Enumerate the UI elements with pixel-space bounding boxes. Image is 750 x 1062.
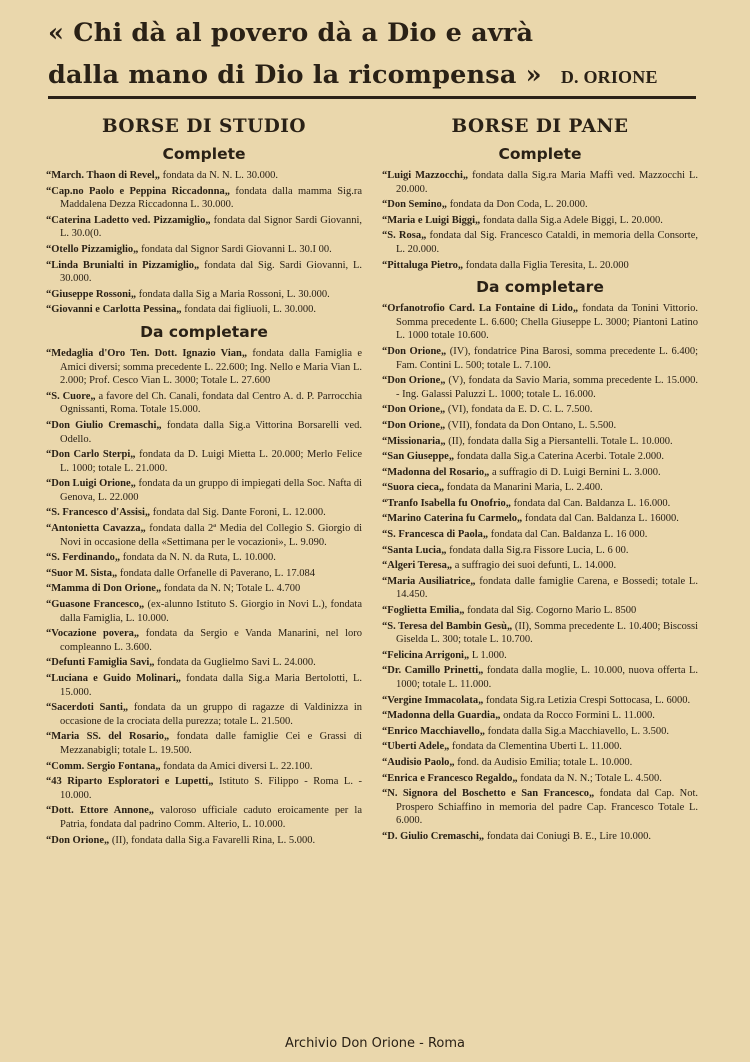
list-item [46, 347, 362, 388]
list-item [46, 804, 362, 831]
entry-name: “Madonna della Guardia„ [382, 710, 501, 722]
entry-name: “Don Orione„ [382, 375, 446, 387]
list-item [46, 243, 362, 257]
entry-text: fondata dalla Figlia Teresita, L. 20.000 [463, 259, 629, 271]
list-item [46, 506, 362, 520]
list-item [382, 772, 698, 786]
list-item [382, 512, 698, 526]
entry-text: fondata dalle Orfanelle di Paverano, L. 17.084 [117, 567, 315, 579]
entry-name: “Don Orione„ [46, 834, 110, 846]
entry-name: “Dr. Camillo Prinetti„ [382, 665, 484, 677]
subheading-todo-pane: Da completare [476, 278, 604, 297]
list-item [382, 302, 698, 343]
entry-name: “Don Luigi Orione„ [46, 478, 136, 490]
entry-text: (II), fondata dalla Sig a Piersantelli. Totale L. 10.000. [445, 435, 673, 447]
entry-text: fondata dalla Sig.a Caterina Acerbi. Totale 2.000. [454, 451, 664, 463]
entry-text: fondata da Sergio e Vanda Manarini, nel loro compleanno L. 3.600. [60, 628, 362, 653]
entry-text: (IV), fondatrice Pina Barosi, somma precedente L. 6.400; Fam. Contini L. 500; totale L. 7.100. [396, 345, 699, 371]
list-item [382, 620, 698, 647]
list-item [46, 288, 362, 302]
entry-name: “Maria SS. del Rosario„ [46, 731, 170, 743]
entry-name: “S. Cuore„ [46, 390, 96, 402]
entry-name: “Suor M. Sista„ [46, 567, 118, 579]
entry-name: “March. Thaon di Revel„ [46, 170, 160, 181]
entry-name: “Tranfo Isabella fu Onofrio„ [382, 497, 512, 509]
entry-name: “Algeri Teresa„ [382, 560, 453, 572]
entry-text: fondata da Tonini Vittorio. Somma precedente L. 6.600; Chella Giuseppe L. 3000; Piantoni Latino L. 1000 totale 10.600. [396, 303, 698, 342]
entry-name: “Missionaria„ [382, 435, 446, 447]
entry-name: “S. Francesco d'Assisi„ [46, 507, 151, 519]
list-item [46, 760, 362, 774]
entry-name: “Luigi Mazzocchi„ [382, 170, 469, 181]
entry-text: fondata da Amici diversi L. 22.100. [160, 760, 313, 772]
entry-name: “Mamma di Don Orione„ [46, 583, 162, 595]
entry-name: “Felicina Arrigoni„ [382, 649, 470, 661]
entry-text: fondata da Manarini Maria, L. 2.400. [444, 482, 603, 494]
entry-name: “D. Giulio Cremaschi„ [382, 830, 485, 842]
entry-text: fondata da un gruppo di ragazze di Valdinizza in occasione de la crociata della purezza; totale L. 21.500. [60, 702, 362, 727]
list-item [382, 259, 698, 273]
entry-text: fondata dal Can. Baldanza L. 16.000. [511, 497, 671, 509]
list-item [46, 598, 362, 625]
list-item [382, 604, 698, 618]
list-item [382, 830, 698, 844]
subheading-complete-studio: Complete [162, 145, 246, 163]
entry-text: (II), Somma precedente L. 10.400; Biscossi Giselda L. 300; totale L. 10.700. [396, 620, 699, 646]
list-item [382, 169, 698, 196]
entry-text: fondata dal Can. Baldanza L. 16 000. [488, 529, 648, 541]
list-todo-studio [46, 347, 362, 847]
list-item [46, 185, 362, 212]
entry-name: “Vergine Immacolata„ [382, 694, 484, 706]
list-item [382, 403, 698, 417]
entry-name: “N. Signora del Boschetto e San Francesco„ [382, 788, 595, 800]
list-item [382, 198, 698, 212]
entry-text: fondata dal Sig. Dante Foroni, L. 12.000. [150, 507, 326, 519]
list-complete-studio [46, 169, 362, 317]
entry-text: fondata dalla Famiglia e Amici diversi; somma precedente L. 22.600; Ing. Nello e Maria Vian L. 2.000; Prof. Cesco Vian L. 3000; Totale L. 27.600 [60, 347, 362, 387]
list-item [46, 551, 362, 565]
entry-name: “Don Orione„ [382, 419, 446, 431]
list-item [382, 214, 698, 228]
list-item [382, 497, 698, 511]
list-item [46, 627, 362, 654]
entry-name: “Giuseppe Rossoni„ [46, 288, 137, 300]
entry-name: “Uberti Adele„ [382, 741, 450, 753]
entry-name: “Madonna del Rosario„ [382, 466, 490, 478]
subheading-todo-studio: Da completare [140, 322, 268, 341]
entry-name: “Sacerdoti Santi„ [46, 702, 129, 714]
subheading-complete-pane: Complete [498, 145, 582, 163]
list-item [382, 345, 698, 372]
list-item [382, 694, 698, 708]
entry-text: (II), fondata dalla Sig.a Favarelli Rina, L. 5.000. [109, 834, 316, 846]
entry-name: “43 Riparto Esploratori e Lupetti„ [46, 776, 214, 788]
entry-name: “Don Giulio Cremaschi„ [46, 419, 162, 431]
entry-text: (ex-alunno Istituto S. Giorgio in Novi L.), fondata dalla Famiglia, L. 10.000. [60, 599, 363, 624]
list-item [46, 567, 362, 581]
entry-text: fondata da N. N; Totale L. 4.700 [161, 583, 301, 595]
quote-line-1: « Chi dà al povero dà a Dio e avrà [48, 18, 534, 48]
list-item [46, 169, 362, 183]
list-item [382, 466, 698, 480]
entry-text: a suffragio dei suoi defunti, L. 14.000. [452, 560, 617, 572]
entry-text: fondata dai figliuoli, L. 30.000. [181, 304, 317, 316]
entry-text: fondata dalla moglie, L. 10.000, nuova offerta L. 1000; totale L. 11.000. [396, 665, 699, 690]
entry-name: “Antonietta Cavazza„ [46, 523, 146, 535]
entry-name: “Don Semino„ [382, 199, 448, 211]
entry-text: fondata dalla Sig.ra Fissore Lucia, L. 6 00. [446, 544, 629, 556]
entry-name: “Dott. Ettore Annone„ [46, 805, 155, 817]
entry-text: fondata dalla Sig.a Maria Bertolotti, L. 15.000. [60, 673, 362, 698]
entry-text: fondata dal Can. Baldanza L. 16000. [522, 513, 679, 525]
entry-text: fondata dalle famiglie Carena, e Bossedi; totale L. 14.450. [396, 575, 698, 601]
entry-name: “San Giuseppe„ [382, 451, 455, 463]
list-item [46, 775, 362, 802]
list-item [382, 575, 698, 602]
list-item [382, 229, 698, 256]
entry-text: a suffragio di D. Luigi Bernini L. 3.000. [489, 466, 661, 478]
entry-name: “Cap.no Paolo e Peppina Riccadonna„ [46, 185, 230, 197]
entry-name: “S. Rosa„ [382, 230, 427, 242]
list-item [382, 450, 698, 464]
entry-name: “Suora cieca„ [382, 482, 445, 494]
section-title-studio: BORSE DI STUDIO [101, 116, 307, 137]
entry-text: fondata dalla Sig.a Adele Biggi, L. 20.000. [480, 214, 663, 226]
entry-text: fondata da Guglielmo Savi L. 24.000. [154, 657, 316, 669]
entry-name: “Guasone Francesco„ [46, 599, 145, 611]
entry-name: “Don Orione„ [382, 345, 447, 357]
list-item [382, 374, 698, 401]
entry-text: fondata da N. N. L. 30.000. [159, 170, 279, 181]
entry-text: fondata dalla Sig.ra Maria Maffi ved. Mazzocchi L. 20.000. [396, 170, 698, 195]
column-borse-di-pane [382, 112, 698, 846]
entry-text: fondata da Don Coda, L. 20.000. [447, 199, 588, 211]
entry-text: fondata Sig.ra Letizia Crespi Sottocasa, L. 6000. [483, 694, 691, 706]
entry-name: “Giovanni e Carlotta Pessina„ [46, 304, 182, 316]
list-item [46, 448, 362, 475]
entry-text: (V), fondata da Savio Maria, somma precedente L. 15.000. - Ing. Galassi Paluzzi L. 1000; totale L. 16.000. [396, 375, 698, 400]
entry-name: “Audisio Paolo„ [382, 756, 455, 768]
entry-text: L 1.000. [469, 649, 507, 661]
entry-name: “Defunti Famiglia Savi„ [46, 657, 155, 669]
quote-author: D. ORIONE [560, 67, 658, 87]
list-item [46, 303, 362, 317]
entry-name: “S. Ferdinando„ [46, 552, 121, 564]
entry-text: fondata dal Sig. Sardi Giovanni, L. 30.000. [60, 259, 362, 285]
entry-text: valoroso ufficiale caduto eroicamente per la Patria, fondata dal padrino Comm. Alterio, L. 10.000. [60, 805, 362, 830]
entry-text: fondata dalla 2ª Media del Collegio S. Giorgio di Novi in occasione della «Settimana per le vocazioni», L. 9.090. [60, 523, 362, 548]
list-item [382, 787, 698, 828]
entry-text: fondata dalla Sig.a Vittorina Borsarelli ved. Odello. [60, 419, 362, 445]
list-item [46, 656, 362, 670]
list-item [382, 709, 698, 723]
entry-name: “Enrico Macchiavello„ [382, 725, 485, 737]
entry-text: fondata da un gruppo di impiegati della Soc. Nafta di Genova, L. 22.000 [60, 478, 362, 503]
list-item [46, 390, 362, 417]
entry-name: “Otello Pizzamiglio„ [46, 243, 139, 255]
list-item [46, 701, 362, 728]
entry-text: fondata dalla Sig.a Macchiavello, L. 3.500. [484, 725, 669, 737]
list-item [46, 672, 362, 699]
entry-name: “Maria Ausiliatrice„ [382, 575, 476, 587]
list-item [382, 649, 698, 663]
entry-name: “Don Carlo Sterpi„ [46, 449, 136, 461]
entry-name: “S. Teresa del Bambin Gesù„ [382, 620, 513, 632]
entry-text: fondata da N. N.; Totale L. 4.500. [517, 772, 662, 784]
list-item [382, 544, 698, 558]
list-item [46, 730, 362, 757]
list-item [382, 756, 698, 770]
quote-line-2: dalla mano di Dio la ricompensa » [48, 60, 542, 90]
list-item [382, 419, 698, 433]
list-item [46, 477, 362, 504]
entry-name: “Linda Brunialti in Pizzamiglio„ [46, 259, 200, 271]
entry-text: (VI), fondata da E. D. C. L. 7.500. [445, 404, 593, 416]
entry-name: “Caterina Ladetto ved. Pizzamiglio„ [46, 214, 211, 226]
entry-text: fond. da Audisio Emilia; totale L. 10.000. [454, 756, 633, 768]
list-item [382, 481, 698, 495]
entry-text: (VII), fondata da Don Ontano, L. 5.500. [445, 419, 617, 431]
entry-name: “Enrica e Francesco Regaldo„ [382, 772, 518, 784]
footer-archive: Archivio Don Orione - Roma [284, 1036, 466, 1051]
entry-name: “S. Francesca di Paola„ [382, 529, 489, 541]
list-item [46, 834, 362, 848]
entry-name: “Orfanotrofio Card. La Fontaine di Lido„ [382, 303, 579, 315]
entry-name: “Luciana e Guido Molinari„ [46, 673, 182, 684]
list-item [46, 582, 362, 596]
list-item [382, 435, 698, 449]
entry-name: “Pittaluga Pietro„ [382, 259, 464, 271]
entry-text: fondata dai Coniugi B. E., Lire 10.000. [484, 830, 651, 842]
entry-text: fondata da D. Luigi Mietta L. 20.000; Merlo Felice L. 1000; totale L. 21.000. [60, 449, 362, 474]
section-title-pane: BORSE DI PANE [451, 116, 629, 137]
entry-text: fondata da Clementina Uberti L. 11.000. [449, 741, 622, 753]
entry-text: fondata dalla Sig a Maria Rossoni, L. 30.000. [136, 288, 330, 300]
list-item [382, 664, 698, 691]
list-item [382, 725, 698, 739]
entry-name: “Maria e Luigi Biggi„ [382, 214, 481, 226]
entry-text: Istituto S. Filippo - Roma L. - 10.000. [60, 776, 362, 801]
list-item [46, 214, 362, 241]
entry-text: fondata dal Sig. Francesco Cataldi, in memoria della Consorte, L. 20.000. [396, 230, 699, 255]
entry-name: “Don Orione„ [382, 404, 446, 416]
entry-name: “Marino Caterina fu Carmelo„ [382, 513, 523, 525]
header-rule [48, 96, 696, 99]
list-item [46, 522, 362, 549]
entry-name: “Comm. Sergio Fontana„ [46, 760, 161, 772]
list-complete-pane [382, 169, 698, 272]
list-item [46, 419, 362, 446]
entry-text: fondata da N. N. da Ruta, L. 10.000. [120, 552, 276, 564]
entry-text: ondata da Rocco Formini L. 11.000. [500, 710, 655, 722]
entry-text: a favore del Ch. Canali, fondata dal Centro A. d. P. Parrocchia Ognissanti, Roma. Totale 15.000. [60, 390, 362, 416]
entry-name: “Foglietta Emilia„ [382, 605, 465, 617]
list-item [382, 740, 698, 754]
list-item [382, 559, 698, 573]
entry-text: fondata dalla mamma Sig.ra Maddalena Dezza Riccadonna L. 30.000. [60, 185, 362, 211]
entry-text: fondata dal Cap. Not. Prospero Schiaffino in memoria del padre Cap. Francesco Totale L. 6.000. [396, 788, 698, 827]
list-todo-pane [382, 302, 698, 843]
column-borse-di-studio [46, 112, 362, 849]
entry-text: fondata dal Sig. Cogorno Mario L. 8500 [464, 605, 637, 617]
list-item [382, 528, 698, 542]
entry-name: “Vocazione povera„ [46, 628, 140, 640]
header-quote [48, 12, 698, 98]
entry-text: fondata dal Signor Sardi Giovanni L. 30.I 00. [138, 243, 332, 255]
entry-name: “Medaglia d'Oro Ten. Dott. Ignazio Vian„ [46, 347, 248, 359]
entry-text: fondata dalle famiglie Cei e Grassi di Mezzanabigli; totale L. 19.500. [60, 731, 362, 756]
list-item [46, 259, 362, 286]
entry-text: fondata dal Signor Sardi Giovanni, L. 30.0(0. [60, 214, 362, 240]
entry-name: “Santa Lucia„ [382, 544, 447, 556]
